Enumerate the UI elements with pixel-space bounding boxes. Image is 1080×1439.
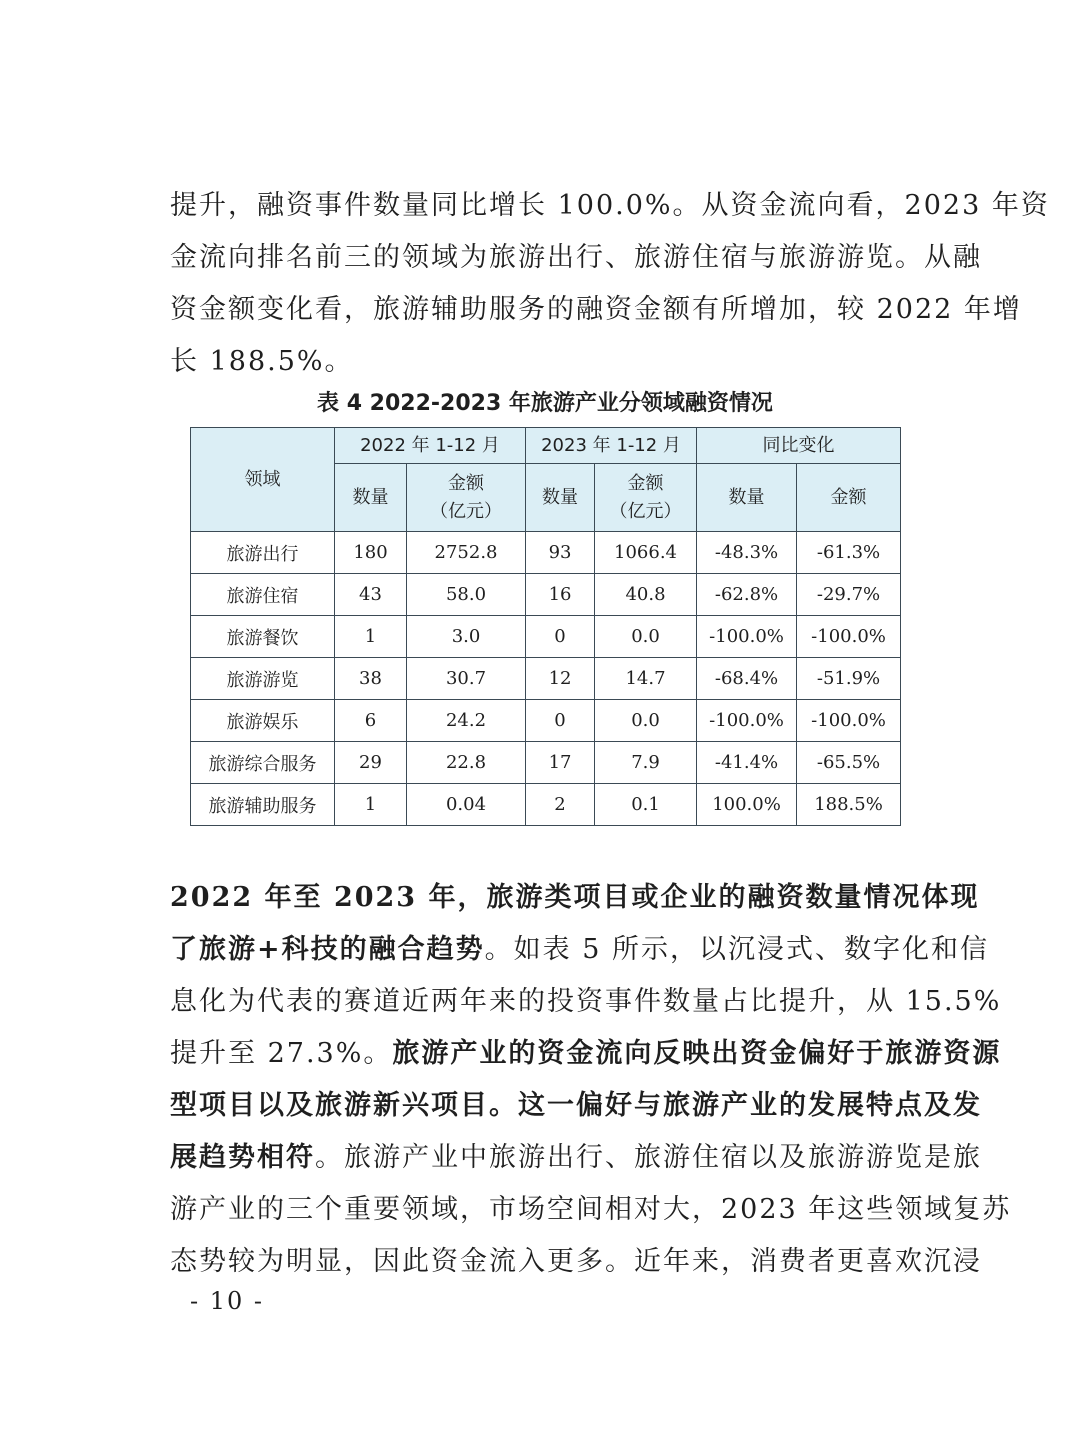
text-segment: 展趋势相符 <box>170 1142 315 1173</box>
text-segment: 。如表 5 所示，以沉浸式、数字化和信 <box>484 934 989 965</box>
header-yoy: 同比变化 <box>697 428 901 464</box>
cell-amount-2022: 3.0 <box>407 616 526 658</box>
header-count-2023: 数量 <box>526 464 595 532</box>
cell-amount-2023: 40.8 <box>595 574 697 616</box>
cell-yoy-count: -48.3% <box>697 532 797 574</box>
cell-yoy-amount: -100.0% <box>797 700 901 742</box>
cell-yoy-count: -41.4% <box>697 742 797 784</box>
cell-count-2023: 2 <box>526 784 595 826</box>
text-line <box>170 924 989 976</box>
cell-yoy-count: -62.8% <box>697 574 797 616</box>
table-row <box>191 700 901 742</box>
text-segment: 旅游产业的资金流向反映出资金偏好于旅游资源 <box>392 1038 1002 1069</box>
cell-yoy-amount: 188.5% <box>797 784 901 826</box>
table-caption: 表 4 2022-2023 年旅游产业分领域融资情况 <box>317 391 773 416</box>
header-amount-label: 金额 <box>627 472 664 494</box>
cell-yoy-amount: -51.9% <box>797 658 901 700</box>
text-line <box>170 976 1002 1028</box>
header-amount-2022 <box>407 464 526 532</box>
text-line: 提升，融资事件数量同比增长 100.0%。从资金流向看，2023 年资 <box>170 190 1050 221</box>
cell-yoy-count: 100.0% <box>697 784 797 826</box>
cell-amount-2023: 14.7 <box>595 658 697 700</box>
header-amount-label: 金额 <box>448 472 484 494</box>
text-line <box>170 872 980 924</box>
text-line <box>170 1028 1002 1080</box>
header-2023: 2023 年 1-12 月 <box>526 428 697 464</box>
cell-amount-2022: 24.2 <box>407 700 526 742</box>
cell-yoy-amount: -65.5% <box>797 742 901 784</box>
text-segment: 了旅游+科技的融合趋势 <box>170 934 485 965</box>
cell-amount-2022: 30.7 <box>407 658 526 700</box>
cell-count-2023: 93 <box>526 532 595 574</box>
cell-amount-2023: 0.0 <box>595 616 697 658</box>
financing-table <box>190 427 901 826</box>
cell-yoy-amount: -100.0% <box>797 616 901 658</box>
cell-count-2022: 180 <box>335 532 407 574</box>
cell-domain: 旅游游览 <box>191 658 335 700</box>
cell-amount-2022: 58.0 <box>407 574 526 616</box>
paragraph-1 <box>170 180 1050 388</box>
cell-yoy-count: -100.0% <box>697 616 797 658</box>
cell-amount-2022: 0.04 <box>407 784 526 826</box>
cell-count-2023: 16 <box>526 574 595 616</box>
text-segment: 游产业的三个重要领域，市场空间相对大，2023 年这些领域复苏 <box>170 1194 1012 1225</box>
cell-amount-2022: 22.8 <box>407 742 526 784</box>
cell-amount-2022: 2752.8 <box>407 532 526 574</box>
cell-count-2022: 6 <box>335 700 407 742</box>
text-segment: 2022 年至 2023 年，旅游类项目或企业的融资数量情况体现 <box>170 882 980 913</box>
page-number: - 10 - <box>190 1287 265 1315</box>
cell-yoy-amount: -61.3% <box>797 532 901 574</box>
text-segment: 息化为代表的赛道近两年来的投资事件数量占比提升，从 15.5% <box>170 986 1002 1017</box>
cell-yoy-count: -68.4% <box>697 658 797 700</box>
cell-yoy-amount: -29.7% <box>797 574 901 616</box>
cell-domain: 旅游娱乐 <box>191 700 335 742</box>
table-row <box>191 574 901 616</box>
cell-count-2023: 12 <box>526 658 595 700</box>
header-count-yoy: 数量 <box>697 464 797 532</box>
cell-domain: 旅游餐饮 <box>191 616 335 658</box>
cell-domain: 旅游出行 <box>191 532 335 574</box>
text-line: 金流向排名前三的领域为旅游出行、旅游住宿与旅游游览。从融 <box>170 242 982 273</box>
text-line <box>170 1236 982 1288</box>
cell-domain: 旅游辅助服务 <box>191 784 335 826</box>
cell-amount-2023: 7.9 <box>595 742 697 784</box>
text-segment: 提升至 27.3%。 <box>170 1038 393 1069</box>
text-line: 资金额变化看，旅游辅助服务的融资金额有所增加，较 2022 年增 <box>170 294 1022 325</box>
header-2022: 2022 年 1-12 月 <box>335 428 526 464</box>
table-row <box>191 742 901 784</box>
cell-count-2022: 1 <box>335 616 407 658</box>
cell-count-2023: 0 <box>526 700 595 742</box>
header-amount-yoy: 金额 <box>797 464 901 532</box>
cell-count-2022: 43 <box>335 574 407 616</box>
text-segment: 态势较为明显，因此资金流入更多。近年来，消费者更喜欢沉浸 <box>170 1246 982 1277</box>
cell-amount-2023: 0.1 <box>595 784 697 826</box>
table-row <box>191 658 901 700</box>
cell-count-2022: 1 <box>335 784 407 826</box>
header-domain: 领域 <box>191 428 335 532</box>
header-amount-unit: （亿元） <box>430 500 502 522</box>
table-row <box>191 616 901 658</box>
table-row <box>191 532 901 574</box>
cell-count-2022: 38 <box>335 658 407 700</box>
cell-count-2022: 29 <box>335 742 407 784</box>
text-line <box>170 1184 1012 1236</box>
paragraph-2 <box>170 872 1012 1288</box>
text-segment: 型项目以及旅游新兴项目。这一偏好与旅游产业的发展特点及发 <box>170 1090 982 1121</box>
text-line: 长 188.5%。 <box>170 346 354 377</box>
text-line <box>170 1080 982 1132</box>
header-amount-unit: （亿元） <box>609 500 682 522</box>
text-segment: 。旅游产业中旅游出行、旅游住宿以及旅游游览是旅 <box>315 1142 982 1173</box>
cell-domain: 旅游住宿 <box>191 574 335 616</box>
cell-yoy-count: -100.0% <box>697 700 797 742</box>
cell-count-2023: 0 <box>526 616 595 658</box>
text-line <box>170 1132 982 1184</box>
header-count-2022: 数量 <box>335 464 407 532</box>
cell-domain: 旅游综合服务 <box>191 742 335 784</box>
cell-count-2023: 17 <box>526 742 595 784</box>
table-row <box>191 784 901 826</box>
cell-amount-2023: 0.0 <box>595 700 697 742</box>
cell-amount-2023: 1066.4 <box>595 532 697 574</box>
header-amount-2023 <box>595 464 697 532</box>
